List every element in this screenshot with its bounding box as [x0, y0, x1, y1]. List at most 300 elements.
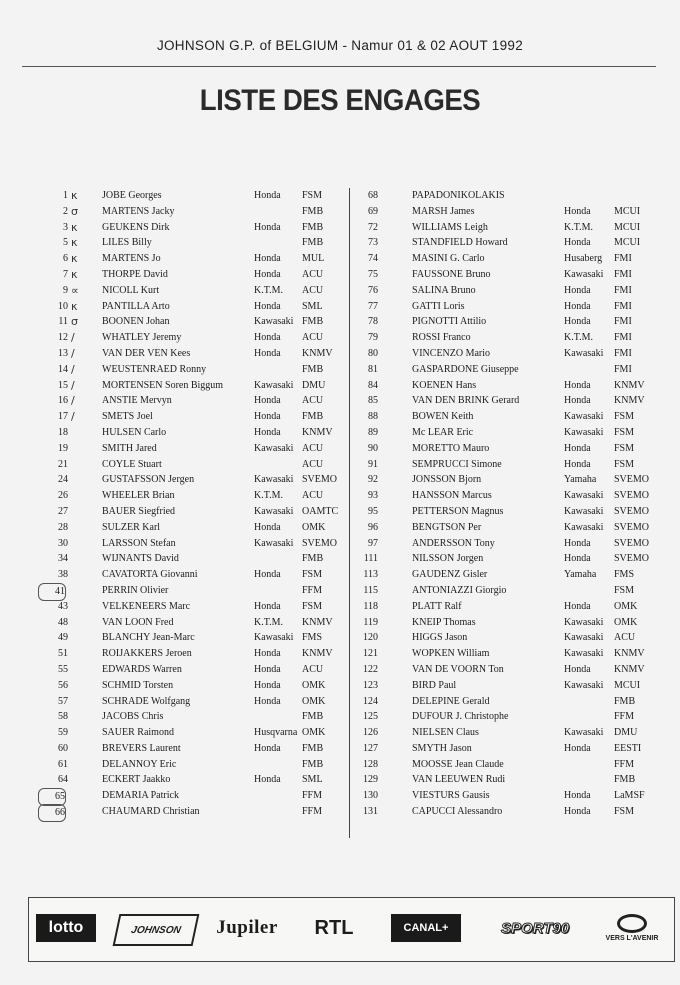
federation: KNMV	[302, 347, 333, 359]
motorcycle-make: Honda	[254, 774, 281, 786]
federation: FSM	[302, 569, 323, 581]
federation: SVEMO	[614, 474, 650, 486]
motorcycle-make: Kawasaki	[564, 268, 604, 280]
rider-name: SCHMID Torsten	[102, 679, 174, 691]
entry-number: 85	[368, 395, 378, 407]
rider-name: LARSSON Stefan	[102, 537, 176, 549]
entry-number: 96	[368, 521, 378, 533]
entry-number: 10	[58, 300, 68, 312]
motorcycle-make: Kawasaki	[254, 632, 294, 644]
federation: FMB	[302, 205, 324, 217]
entry-number: 89	[368, 426, 378, 438]
motorcycle-make: Kawasaki	[564, 616, 604, 628]
rider-name: VAN LEEUWEN Rudi	[412, 774, 506, 786]
lotto-logo: lotto	[36, 914, 96, 942]
entry-number: 118	[363, 600, 378, 612]
motorcycle-make: Kawasaki	[254, 316, 294, 328]
motorcycle-make: Honda	[564, 284, 591, 296]
rider-name: SAUER Raimond	[102, 727, 174, 739]
rider-name: EDWARDS Warren	[102, 663, 182, 675]
motorcycle-make: Honda	[254, 347, 281, 359]
motorcycle-make: Honda	[564, 316, 591, 328]
rider-name: HIGGS Jason	[412, 632, 468, 644]
motorcycle-make: Honda	[254, 569, 281, 581]
entry-number: 9	[63, 284, 68, 296]
header-rule	[22, 66, 656, 67]
motorcycle-make: Honda	[564, 790, 591, 802]
entry-number: 73	[368, 237, 378, 249]
federation: OMK	[302, 727, 326, 739]
rider-name: VAN DER VEN Kees	[102, 347, 191, 359]
entry-number: 115	[363, 584, 378, 596]
motorcycle-make: Kawasaki	[564, 411, 604, 423]
motorcycle-make: Kawasaki	[564, 490, 604, 502]
rider-name: ECKERT Jaakko	[102, 774, 171, 786]
handwritten-mark-icon: κ	[71, 267, 78, 281]
federation: FMS	[614, 569, 635, 581]
federation: ACU	[302, 284, 324, 296]
rider-name: ANDERSSON Tony	[412, 537, 495, 549]
federation: DMU	[302, 379, 326, 391]
rider-name: CHAUMARD Christian	[102, 806, 200, 818]
rider-name: SEMPRUCCI Simone	[412, 458, 502, 470]
rider-name: SALINA Bruno	[412, 284, 476, 296]
rider-name: DELANNOY Eric	[102, 758, 177, 770]
federation: MUL	[302, 253, 325, 265]
johnson-logo: JOHNSON	[113, 914, 200, 946]
rider-name: JONSSON Bjorn	[412, 474, 482, 486]
federation: FMB	[302, 363, 324, 375]
rider-name: ANTONIAZZI Giorgio	[412, 584, 507, 596]
rider-name: VAN DE VOORN Ton	[412, 663, 504, 675]
entry-number: 93	[368, 490, 378, 502]
entry-number: 59	[58, 727, 68, 739]
rider-name: BENGTSON Per	[412, 521, 482, 533]
handwritten-mark-icon: σ	[71, 315, 78, 329]
rider-name: JACOBS Chris	[102, 711, 164, 723]
entry-number: 91	[368, 458, 378, 470]
rider-name: MARTENS Jo	[102, 253, 161, 265]
rider-name: KOENEN Hans	[412, 379, 477, 391]
entry-number: 129	[363, 774, 378, 786]
entry-number: 21	[58, 458, 68, 470]
motorcycle-make: Kawasaki	[254, 442, 294, 454]
motorcycle-make: Kawasaki	[564, 632, 604, 644]
entry-number: 19	[58, 442, 68, 454]
entry-number: 58	[58, 711, 68, 723]
federation: FSM	[302, 190, 323, 201]
federation: ACU	[302, 442, 324, 454]
motorcycle-make: Honda	[254, 521, 281, 533]
entry-number: 55	[58, 663, 68, 675]
motorcycle-make: Honda	[254, 221, 281, 233]
rider-name: JOBE Georges	[102, 190, 162, 201]
entry-number: 3	[63, 221, 68, 233]
handwritten-mark-icon: /	[71, 331, 75, 345]
entry-number: 28	[58, 521, 68, 533]
motorcycle-make: Honda	[564, 663, 591, 675]
rider-name: STANDFIELD Howard	[412, 237, 508, 249]
vers-lavenir-logo	[597, 914, 667, 942]
rider-name: HANSSON Marcus	[412, 490, 492, 502]
motorcycle-make: Honda	[564, 442, 591, 454]
entry-number: 81	[368, 363, 378, 375]
entry-number: 78	[368, 316, 378, 328]
rider-name: WEUSTENRAED Ronny	[102, 363, 207, 375]
federation: OMK	[302, 679, 326, 691]
motorcycle-make: Honda	[254, 411, 281, 423]
entry-number: 79	[368, 332, 378, 344]
federation: ACU	[302, 490, 324, 502]
federation: OMK	[302, 695, 326, 707]
rider-name: ROSSI Franco	[412, 332, 471, 344]
rider-name: BOWEN Keith	[412, 411, 474, 423]
rider-name: Mc LEAR Eric	[412, 426, 474, 438]
handwritten-mark-icon: σ	[71, 204, 78, 218]
entry-number: 77	[368, 300, 378, 312]
rider-name: BIRD Paul	[412, 679, 457, 691]
column-divider	[349, 188, 350, 838]
federation: MCUI	[614, 679, 641, 691]
federation: KNMV	[302, 648, 333, 660]
motorcycle-make: Yamaha	[564, 474, 597, 486]
entry-number: 34	[58, 553, 68, 565]
federation: FMI	[614, 363, 632, 375]
motorcycle-make: Honda	[564, 458, 591, 470]
motorcycle-make: Honda	[564, 237, 591, 249]
federation: FMB	[302, 758, 324, 770]
sport90-logo: SPORT90	[500, 919, 570, 937]
motorcycle-make: Honda	[254, 679, 281, 691]
entry-number: 51	[58, 648, 68, 660]
handwritten-mark-icon: κ	[71, 299, 78, 313]
federation: FMI	[614, 253, 632, 265]
entry-number: 49	[58, 632, 68, 644]
federation: FSM	[614, 806, 635, 818]
motorcycle-make: Honda	[254, 663, 281, 675]
federation: FMB	[614, 774, 636, 786]
federation: DMU	[614, 727, 638, 739]
handwritten-mark-icon: κ	[71, 236, 78, 250]
motorcycle-make: Honda	[254, 190, 281, 201]
motorcycle-make: Kawasaki	[564, 679, 604, 691]
entry-number: 1	[63, 190, 68, 201]
entry-number: 24	[58, 474, 68, 486]
handwritten-mark-icon: κ	[71, 189, 78, 202]
rider-name: VAN LOON Fred	[102, 616, 174, 628]
rider-name: GAUDENZ Gisler	[412, 569, 488, 581]
handwritten-mark-icon: /	[71, 394, 75, 408]
motorcycle-make: Honda	[564, 553, 591, 565]
federation: OMK	[302, 521, 326, 533]
federation: OAMTC	[302, 505, 339, 517]
federation: MCUI	[614, 237, 641, 249]
federation: FMI	[614, 300, 632, 312]
federation: SML	[302, 774, 323, 786]
rider-name: SMITH Jared	[102, 442, 157, 454]
entry-number: 121	[363, 648, 378, 660]
federation: FSM	[614, 442, 635, 454]
entry-number: 60	[58, 742, 68, 754]
federation: KNMV	[614, 395, 645, 407]
motorcycle-make: K.T.M.	[564, 332, 593, 344]
rider-name: PAPADONIKOLAKIS	[412, 190, 505, 201]
rider-name: NICOLL Kurt	[102, 284, 160, 296]
rider-name: VIESTURS Gausis	[412, 790, 490, 802]
event-header: JOHNSON G.P. of BELGIUM - Namur 01 & 02 AOUT 1992	[156, 38, 524, 53]
rider-name: FAUSSONE Bruno	[412, 268, 491, 280]
motorcycle-make: Honda	[254, 253, 281, 265]
entry-number: 125	[363, 711, 378, 723]
entry-number: 26	[58, 490, 68, 502]
entry-number: 95	[368, 505, 378, 517]
rider-name: PLATT Ralf	[412, 600, 462, 612]
federation: FMB	[302, 221, 324, 233]
rider-name: WILLIAMS Leigh	[412, 221, 488, 233]
federation: KNMV	[302, 616, 333, 628]
jupiler-logo: Jupiler	[216, 917, 278, 938]
motorcycle-make: Honda	[254, 426, 281, 438]
entry-number: 13	[58, 347, 68, 359]
entry-number: 5	[63, 237, 68, 249]
federation: FFM	[302, 790, 323, 802]
rtl-logo: RTL	[314, 916, 354, 939]
rider-name: CAPUCCI Alessandro	[412, 806, 503, 818]
motorcycle-make: Honda	[564, 537, 591, 549]
rider-name: ROIJAKKERS Jeroen	[102, 648, 192, 660]
federation: FMI	[614, 332, 632, 344]
rider-name: THORPE David	[102, 268, 168, 280]
entry-number: 120	[363, 632, 378, 644]
federation: LaMSF	[614, 790, 645, 802]
entry-number: 76	[368, 284, 378, 296]
rider-name: DEMARIA Patrick	[102, 790, 179, 802]
entry-number: 57	[58, 695, 68, 707]
motorcycle-make: K.T.M.	[254, 616, 283, 628]
entry-number: 88	[368, 411, 378, 423]
motorcycle-make: Husqvarna	[254, 727, 298, 739]
motorcycle-make: Honda	[564, 742, 591, 754]
entry-number: 119	[363, 616, 378, 628]
federation: OMK	[614, 600, 638, 612]
rider-name: MARTENS Jacky	[102, 205, 175, 217]
entry-number: 126	[363, 727, 378, 739]
motorcycle-make: Kawasaki	[254, 505, 294, 517]
rider-name: WHEELER Brian	[102, 490, 175, 502]
rider-name: MORTENSEN Soren Biggum	[102, 379, 224, 391]
federation: FMB	[302, 742, 324, 754]
rider-name: SULZER Karl	[102, 521, 161, 533]
rider-name: SMYTH Jason	[412, 742, 472, 754]
rider-name: KNEIP Thomas	[412, 616, 476, 628]
federation: FSM	[614, 411, 635, 423]
entry-number: 124	[363, 695, 378, 707]
rider-name: DELEPINE Gerald	[412, 695, 490, 707]
entry-number: 30	[58, 537, 68, 549]
federation: FMB	[302, 316, 324, 328]
rider-name: VELKENEERS Marc	[102, 600, 191, 612]
federation: OMK	[614, 616, 638, 628]
motorcycle-make: Honda	[564, 806, 591, 818]
federation: FMB	[302, 411, 324, 423]
entry-number: 14	[58, 363, 68, 375]
entry-number: 92	[368, 474, 378, 486]
rider-name: WIJNANTS David	[102, 553, 179, 565]
entry-number: 7	[63, 268, 68, 280]
rider-name: SCHRADE Wolfgang	[102, 695, 191, 707]
handwritten-mark-icon: ∝	[71, 283, 79, 297]
motorcycle-make: Kawasaki	[564, 521, 604, 533]
rider-name: GEUKENS Dirk	[102, 221, 170, 233]
motorcycle-make: Honda	[564, 205, 591, 217]
entry-number: 41	[38, 583, 66, 601]
federation: SVEMO	[614, 537, 650, 549]
rider-name: PETTERSON Magnus	[412, 505, 504, 517]
federation: FMI	[614, 284, 632, 296]
rider-name: BLANCHY Jean-Marc	[102, 632, 195, 644]
federation: ACU	[302, 268, 324, 280]
federation: ACU	[302, 458, 324, 470]
motorcycle-make: Honda	[564, 300, 591, 312]
rider-name: WHATLEY Jeremy	[102, 332, 182, 344]
entry-number: 122	[363, 663, 378, 675]
entry-number: 12	[58, 332, 68, 344]
federation: SVEMO	[614, 553, 650, 565]
entry-number: 6	[63, 253, 68, 265]
entry-number: 84	[368, 379, 378, 391]
federation: FSM	[614, 584, 635, 596]
motorcycle-make: K.T.M.	[564, 221, 593, 233]
vers-lavenir-emblem-icon	[617, 914, 647, 933]
rider-name: MASINI G. Carlo	[412, 253, 485, 265]
entry-number: 66	[38, 804, 66, 822]
rider-name: BOONEN Johan	[102, 316, 170, 328]
motorcycle-make: Kawasaki	[564, 727, 604, 739]
rider-name: MOOSSE Jean Claude	[412, 758, 504, 770]
rider-name: NIELSEN Claus	[412, 727, 479, 739]
motorcycle-make: Kawasaki	[254, 474, 294, 486]
vers-lavenir-label: VERS L'AVENIR	[605, 935, 659, 942]
rider-name: HULSEN Carlo	[102, 426, 167, 438]
entry-number: 17	[58, 411, 68, 423]
entry-number: 69	[368, 205, 378, 217]
entry-number: 97	[368, 537, 378, 549]
rider-name: COYLE Stuart	[102, 458, 162, 470]
handwritten-mark-icon: /	[71, 378, 75, 392]
rider-name: CAVATORTA Giovanni	[102, 569, 198, 581]
motorcycle-make: K.T.M.	[254, 284, 283, 296]
federation: FFM	[614, 758, 635, 770]
entry-number: 131	[363, 806, 378, 818]
federation: ACU	[302, 663, 324, 675]
motorcycle-make: Honda	[254, 395, 281, 407]
rider-name: PIGNOTTI Attilio	[412, 316, 487, 328]
federation: FFM	[302, 584, 323, 596]
motorcycle-make: Honda	[254, 742, 281, 754]
federation: FFM	[614, 711, 635, 723]
motorcycle-make: Kawasaki	[564, 648, 604, 660]
rider-name: LILES Billy	[102, 237, 152, 249]
rider-name: GASPARDONE Giuseppe	[412, 363, 519, 375]
motorcycle-make: Honda	[564, 395, 591, 407]
entry-number: 48	[58, 616, 68, 628]
federation: FFM	[302, 806, 323, 818]
rider-name: GUSTAFSSON Jergen	[102, 474, 195, 486]
rider-name: BAUER Siegfried	[102, 505, 176, 517]
motorcycle-make: Honda	[564, 379, 591, 391]
handwritten-mark-icon: /	[71, 410, 75, 424]
federation: SVEMO	[614, 521, 650, 533]
motorcycle-make: Kawasaki	[564, 347, 604, 359]
entry-number: 15	[58, 379, 68, 391]
canal-plus-logo: CANAL+	[391, 914, 461, 942]
rider-name: DUFOUR J. Christophe	[412, 711, 509, 723]
page-title: LISTE DES ENGAGES	[199, 84, 481, 117]
rider-name: ANSTIE Mervyn	[102, 395, 172, 407]
entry-number: 43	[58, 600, 68, 612]
entry-number: 74	[368, 253, 378, 265]
handwritten-mark-icon: κ	[71, 220, 78, 234]
entry-number: 11	[58, 316, 68, 328]
motorcycle-make: Kawasaki	[254, 537, 294, 549]
handwritten-mark-icon: κ	[71, 252, 78, 266]
motorcycle-make: K.T.M.	[254, 490, 283, 502]
motorcycle-make: Honda	[254, 648, 281, 660]
entry-number: 68	[368, 190, 378, 201]
rider-name: MORETTO Mauro	[412, 442, 490, 454]
rider-name: NILSSON Jorgen	[412, 553, 484, 565]
entry-number: 61	[58, 758, 68, 770]
federation: FMB	[614, 695, 636, 707]
federation: MCUI	[614, 221, 641, 233]
rider-name: GATTI Loris	[412, 300, 465, 312]
entry-number: 128	[363, 758, 378, 770]
rider-name: VAN DEN BRINK Gerard	[412, 395, 520, 407]
entry-number: 80	[368, 347, 378, 359]
federation: FSM	[614, 426, 635, 438]
federation: FMB	[302, 711, 324, 723]
federation: SVEMO	[302, 474, 338, 486]
rider-name: PANTILLA Arto	[102, 300, 170, 312]
federation: FSM	[302, 600, 323, 612]
federation: EESTI	[614, 742, 642, 754]
federation: KNMV	[614, 379, 645, 391]
handwritten-mark-icon: /	[71, 362, 75, 376]
federation: KNMV	[614, 648, 645, 660]
motorcycle-make: Yamaha	[564, 569, 597, 581]
federation: FMS	[302, 632, 323, 644]
entry-number: 64	[58, 774, 68, 786]
motorcycle-make: Kawasaki	[254, 379, 294, 391]
federation: SML	[302, 300, 323, 312]
federation: FMB	[302, 237, 324, 249]
entry-number: 56	[58, 679, 68, 691]
federation: FMI	[614, 347, 632, 359]
federation: FMI	[614, 268, 632, 280]
entry-number: 72	[368, 221, 378, 233]
rider-name: SMETS Joel	[102, 411, 153, 423]
entry-number: 111	[363, 553, 378, 565]
entry-number: 90	[368, 442, 378, 454]
motorcycle-make: Honda	[254, 332, 281, 344]
federation: FMI	[614, 316, 632, 328]
federation: ACU	[614, 632, 636, 644]
sponsor-banner	[28, 897, 675, 962]
entry-number: 65	[38, 788, 66, 806]
handwritten-mark-icon: /	[71, 346, 75, 360]
motorcycle-make: Kawasaki	[564, 505, 604, 517]
entry-number: 2	[63, 205, 68, 217]
